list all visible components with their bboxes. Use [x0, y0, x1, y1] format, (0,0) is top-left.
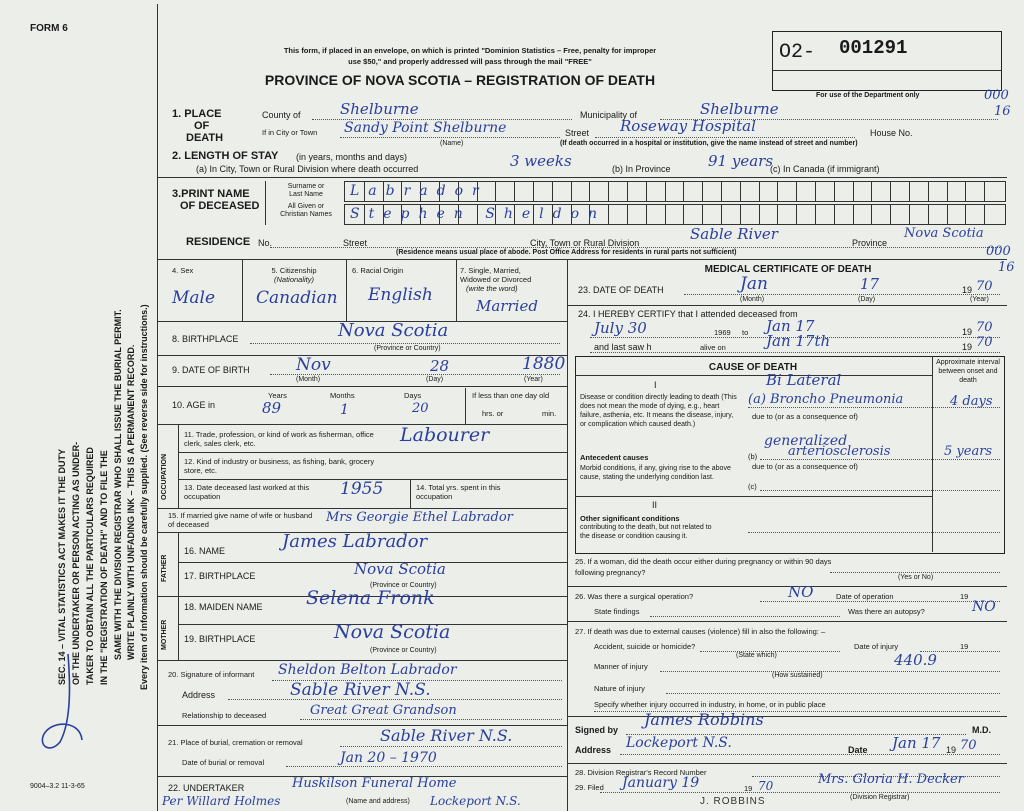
other-conditions-desc: contributing to the death, but not related to the disease or condition causing it. [580, 524, 712, 540]
name-grid-cell [834, 205, 835, 224]
stay-c-label: (c) In Canada (if immigrant) [770, 164, 880, 174]
name-grid-cell [608, 205, 609, 224]
side-line-5: SAME WITH THE DIVISION REGISTRAR WHO SHALL ISSUE THE BURIAL PERMIT. [113, 309, 123, 660]
margin-rule [157, 4, 158, 811]
manner-of-injury-label: Manner of injury [594, 662, 648, 671]
informant-address-label: Address [182, 690, 216, 700]
injury-date-label: Date of injury [854, 642, 899, 651]
autopsy-label: Was there an autopsy? [848, 607, 925, 616]
md-label: M.D. [972, 725, 991, 735]
name-grid-cell [928, 182, 929, 201]
county-label: County of [262, 110, 301, 120]
less-than-day-label: If less than one day old [472, 391, 550, 400]
interval-b: 5 years [944, 444, 993, 459]
cause-b-top: generalized [764, 433, 848, 449]
name-grid-cell [702, 182, 703, 201]
name-grid-cell [796, 205, 797, 224]
undertaker-caption: (Name and address) [346, 798, 410, 805]
name-grid-cell [495, 182, 496, 201]
name-grid-cell [984, 205, 985, 224]
citizenship-value: Canadian [256, 288, 338, 308]
q26-label: 26. Was there a surgical operation? [575, 592, 694, 601]
attended-from-year: 1969 [714, 328, 731, 337]
q18-value: Selena Fronk [306, 587, 435, 609]
name-grid-cell [683, 182, 684, 201]
interval-label: Approximate interval between onset and death [936, 359, 1000, 384]
place-of-death-label: 1. PLACE OF DEATH [172, 108, 224, 144]
form-label: FORM 6 [30, 23, 68, 34]
name-grid-cell [740, 205, 741, 224]
hrs-label: hrs. or [482, 409, 504, 418]
age-years: 89 [262, 399, 282, 417]
stay-b-label: (b) In Province [612, 164, 671, 174]
alive-on-value: Jan 17th [766, 332, 831, 350]
q22-value: Huskilson Funeral Home [292, 776, 457, 791]
name-grid-cell [683, 205, 684, 224]
age-label: 10. AGE in [172, 400, 216, 410]
alive-label: alive on [700, 343, 726, 352]
racial-origin-value: English [368, 285, 433, 305]
cause-b-value: arteriosclerosis [788, 444, 891, 459]
accident-label: Accident, suicide or homicide? [594, 642, 696, 651]
marital-status-label: 7. Single, Married, Widowed or Divorced (write the word) [460, 266, 532, 293]
margin-signature-mark [30, 650, 110, 760]
house-no-label: House No. [870, 128, 913, 138]
medical-code-2: 16 [998, 260, 1015, 275]
given-name-label: All Given or Christian Names [280, 203, 332, 218]
antecedent-label: Antecedent causes [580, 453, 649, 462]
q19-caption: (Province or Country) [370, 647, 437, 654]
q14-label: 14. Total yrs. spent in this occupation [416, 483, 501, 501]
q11-value: Labourer [400, 424, 490, 446]
side-line-3: TAKER TO OBTAIN ALL THE PARTICULARS REQUIRED [85, 447, 95, 685]
dept-code-2: 16 [994, 104, 1011, 119]
name-grid-cell [702, 205, 703, 224]
name-grid-cell [646, 182, 647, 201]
q17-value: Nova Scotia [354, 560, 446, 578]
cert-year-prefix: 19 [946, 745, 957, 755]
name-grid-cell [871, 182, 872, 201]
q18-label: 18. MAIDEN NAME [184, 602, 263, 612]
q15-value: Mrs Georgie Ethel Labrador [326, 510, 513, 525]
name-grid-cell [514, 182, 515, 201]
name-grid-cell [909, 182, 910, 201]
surname-value: Labrador [350, 183, 488, 199]
alive-year: 70 [976, 335, 993, 350]
name-grid-cell [627, 182, 628, 201]
q13-label: 13. Date deceased last worked at this occupation [184, 483, 310, 501]
stay-b-value: 91 years [708, 152, 774, 170]
alive-year-prefix: 19 [962, 342, 973, 352]
q29-label: 29. Filed [575, 783, 604, 792]
age-years-label: Years [268, 391, 287, 400]
operation-date-label: Date of operation [836, 592, 894, 601]
residence-city-value: Sable River [690, 225, 778, 243]
stay-a-label: (a) In City, Town or Rural Division where death occurred [196, 164, 419, 174]
q15-label: 15. If married give name of wife or husband of deceased [168, 511, 313, 529]
name-grid-cell [777, 205, 778, 224]
name-grid-cell [947, 205, 948, 224]
name-grid-cell [589, 182, 590, 201]
form-code: 9004–3.2 11-3-65 [30, 783, 85, 790]
q13-value: 1955 [340, 479, 384, 499]
print-name-label: 3.PRINT NAME OF DECEASED [172, 188, 260, 212]
county-value: Shelburne [340, 100, 419, 118]
how-sustained-caption: (How sustained) [772, 672, 823, 679]
name-grid-cell [533, 182, 534, 201]
dob-day: 28 [430, 357, 450, 375]
relationship-value: Great Great Grandson [310, 703, 457, 718]
age-months: 1 [340, 402, 349, 418]
marital-status-value: Married [476, 297, 538, 315]
filed-year: 70 [758, 779, 774, 793]
length-of-stay-label: 2. LENGTH OF STAY [172, 150, 279, 162]
attended-to-year: 70 [976, 320, 993, 335]
name-grid-cell [721, 205, 722, 224]
stay-a-value: 3 weeks [510, 152, 572, 170]
name-grid-cell [928, 205, 929, 224]
name-grid-cell [871, 205, 872, 224]
residence-no-label: No. [258, 238, 273, 248]
manner-code: 440.9 [894, 651, 937, 669]
burial-date-label: Date of burial or removal [182, 758, 265, 767]
residence-label: RESIDENCE [186, 236, 251, 248]
mother-side-label: MOTHER [161, 619, 168, 650]
death-year-prefix: 19 [962, 285, 973, 295]
medical-certificate-title: MEDICAL CERTIFICATE OF DEATH [704, 264, 872, 275]
dept-code: 000 [984, 88, 1009, 103]
yes-no-caption: (Yes or No) [898, 574, 934, 581]
name-grid-cell [665, 182, 666, 201]
racial-origin-label: 6. Racial Origin [352, 266, 404, 275]
surname-label: Surname or Last Name [287, 183, 325, 198]
side-line-1: SEC. 14 – VITAL STATISTICS ACT MAKES IT THE DUTY [57, 448, 67, 685]
q17-label: 17. BIRTHPLACE [184, 571, 256, 581]
q27-label: 27. If death was due to external causes (violence) fill in also the following: – [575, 627, 826, 636]
death-month-caption: (Month) [740, 296, 765, 303]
signed-by-label: Signed by [575, 725, 619, 735]
injury-year-prefix: 19 [960, 642, 969, 651]
name-grid-cell [552, 182, 553, 201]
medical-code: 000 [986, 244, 1011, 259]
side-line-7: Every item of information should be carefully supplied. (See reverse side for instructions.) [139, 304, 149, 690]
registrar-caption: (Division Registrar) [850, 794, 910, 801]
birthplace-value: Nova Scotia [338, 320, 449, 341]
name-grid-cell [759, 205, 760, 224]
name-grid-cell [627, 205, 628, 224]
q21-value: Sable River N.S. [380, 726, 513, 745]
name-grid-cell [759, 182, 760, 201]
signed-by-value: James Robbins [644, 710, 764, 729]
due-to-label-2: due to (or as a consequence of) [752, 462, 858, 471]
q21-label: 21. Place of burial, cremation or removal [168, 738, 303, 747]
street-value: Roseway Hospital [620, 117, 756, 135]
dob-month-caption: (Month) [296, 376, 321, 383]
residence-province-label: Province [852, 238, 888, 248]
filed-date: January 19 [622, 775, 700, 791]
q26-value: NO [788, 583, 814, 601]
burial-date-value: Jan 20 – 1970 [340, 750, 437, 766]
registrar-signature: Mrs. Gloria H. Decker [818, 772, 964, 787]
autopsy-value: NO [972, 599, 996, 615]
name-grid-cell [815, 205, 816, 224]
attended-to-year-prefix: 19 [962, 327, 973, 337]
department-use-label: For use of the Department only [816, 92, 920, 99]
cert-address-label: Address [575, 745, 612, 755]
given-name-value: Stephen Sheldon [350, 206, 607, 222]
father-side-label: FATHER [161, 554, 168, 582]
death-day: 17 [860, 275, 880, 293]
name-grid-cell [608, 182, 609, 201]
side-line-4: IN THE "REGISTRATION OF DEATH" AND TO FILE THE [99, 450, 109, 685]
undertaker-place: Lockeport N.S. [430, 794, 521, 808]
form-title: PROVINCE OF NOVA SCOTIA – REGISTRATION OF DEATH [264, 72, 656, 88]
dob-label: 9. DATE OF BIRTH [172, 365, 250, 375]
antecedent-desc: Morbid conditions, if any, giving rise to the above cause, stating the underlying condition last. [580, 465, 731, 481]
municipality-label: Municipality of [580, 110, 638, 120]
cert-year: 70 [960, 738, 977, 753]
min-label: min. [542, 409, 557, 418]
mail-notice-2: use $50," and properly addressed will pass through the mail "FREE" [348, 57, 592, 66]
industry-label: Specify whether injury occurred in industry, in home, or in public place [594, 700, 826, 709]
filed-year-prefix: 19 [744, 784, 753, 793]
age-months-label: Months [330, 391, 355, 400]
name-grid-cell [909, 205, 910, 224]
length-of-stay-sub: (in years, months and days) [296, 152, 408, 162]
interval-a: 4 days [950, 394, 993, 409]
cause-a-value: (a) Broncho Pneumonia [748, 392, 904, 407]
informant-address-value: Sable River N.S. [290, 680, 431, 700]
q17-caption: (Province or Country) [370, 582, 437, 589]
q19-value: Nova Scotia [334, 621, 451, 643]
sex-value: Male [172, 288, 216, 308]
dob-year-caption: (Year) [524, 376, 543, 383]
q16-label: 16. NAME [184, 546, 226, 556]
attended-from: July 30 [594, 319, 647, 337]
q28-label: 28. Division Registrar's Record Number [575, 768, 707, 777]
cause-b-letter: (b) [748, 452, 758, 461]
operation-year-prefix: 19 [960, 592, 969, 601]
name-grid-cell [796, 182, 797, 201]
citizenship-label: 5. Citizenship (Nationality) [271, 266, 317, 284]
q12-label: 12. Kind of industry or business, as fishing, bank, grocery store, etc. [184, 457, 375, 475]
name-grid-cell [965, 182, 966, 201]
immediate-cause-label: Disease or condition directly leading to death (This does not mean the mode of dying, e.g., heart failure, asthenia, etc. It means the disease, injury, or complication which caused death.) [580, 394, 737, 428]
q19-label: 19. BIRTHPLACE [184, 634, 256, 644]
section-ii-label: II [652, 500, 658, 510]
q16-value: James Labrador [282, 531, 428, 552]
name-grid-cell [665, 205, 666, 224]
name-grid-cell [571, 182, 572, 201]
cause-title: CAUSE OF DEATH [708, 362, 798, 373]
mail-notice-1: This form, if placed in an envelope, on which is printed "Dominion Statistics – Free, penalty for improper [283, 46, 657, 55]
name-grid-cell [965, 205, 966, 224]
name-grid-cell [947, 182, 948, 201]
hospital-note: (If death occurred in a hospital or institution, give the name instead of street and number) [560, 140, 858, 147]
age-days: 20 [412, 401, 429, 416]
q24-label: 24. I HEREBY CERTIFY that I attended deceased from [578, 309, 798, 319]
city-name-caption: (Name) [440, 140, 464, 147]
q23-label: 23. DATE OF DEATH [578, 285, 664, 295]
relationship-label: Relationship to deceased [182, 711, 267, 720]
nature-of-injury-label: Nature of injury [594, 684, 645, 693]
cert-address-value: Lockeport N.S. [626, 735, 732, 751]
q25-label: 25. If a woman, did the death occur either during pregnancy or within 90 days following pregnancy? [575, 557, 832, 577]
attended-to-label: to [742, 328, 749, 337]
municipality-value: Shelburne [700, 100, 779, 118]
death-month: Jan [740, 274, 768, 294]
name-grid-cell [984, 182, 985, 201]
occupation-side-label: OCCUPATION [161, 453, 168, 500]
name-grid-cell [890, 182, 891, 201]
sex-label: 4. Sex [172, 266, 194, 275]
death-day-caption: (Day) [858, 296, 876, 303]
side-line-6: WRITE PLAINLY WITH UNFADING INK – THIS IS A PERMANENT RECORD. [126, 344, 136, 660]
street-label: Street [565, 128, 590, 138]
q11-label: 11. Trade, profession, or kind of work as fisherman, office clerk, sales clerk, etc. [184, 430, 374, 448]
birthplace-label: 8. BIRTHPLACE [172, 334, 239, 344]
residence-note: (Residence means usual place of abode. Post Office Address for residents in rural parts not sufficient) [396, 249, 737, 256]
q20-value: Sheldon Belton Labrador [278, 662, 457, 678]
death-year: 70 [976, 279, 993, 294]
cert-date-value: Jan 17 [892, 734, 941, 752]
name-grid-cell [740, 182, 741, 201]
side-line-2: OF THE UNDERTAKER OR PERSON ACTING AS UNDER- [71, 441, 81, 685]
reg-number: 001291 [839, 37, 908, 59]
robbins-stamp: J. ROBBINS [700, 796, 766, 807]
section-i-label: I [654, 380, 657, 390]
reg-prefix: O2- [779, 41, 816, 64]
name-grid-cell [853, 205, 854, 224]
cert-date-label: Date [848, 745, 868, 755]
state-findings-label: State findings [594, 607, 640, 616]
dob-month: Nov [296, 355, 331, 375]
other-conditions-label: Other significant conditions [580, 514, 680, 523]
last-saw-label: and last saw h [594, 342, 652, 352]
cause-a-top: Bi Lateral [766, 371, 842, 389]
birthplace-caption: (Province or Country) [374, 345, 441, 352]
residence-street-label: Street [343, 238, 368, 248]
residence-province-value: Nova Scotia [904, 226, 984, 241]
name-grid-cell [777, 182, 778, 201]
dob-year: 1880 [522, 354, 566, 374]
due-to-label-1: due to (or as a consequence of) [752, 412, 858, 421]
city-value: Sandy Point Shelburne [344, 120, 507, 136]
death-year-caption: (Year) [970, 296, 989, 303]
city-label: If in City or Town [262, 128, 318, 137]
residence-city-label: City, Town or Rural Division [530, 238, 640, 248]
attended-to: Jan 17 [766, 317, 815, 335]
name-grid-cell [815, 182, 816, 201]
age-days-label: Days [404, 391, 422, 400]
dob-day-caption: (Day) [426, 376, 444, 383]
name-grid-cell [646, 205, 647, 224]
registration-number-box [772, 31, 1002, 91]
name-grid-cell [853, 182, 854, 201]
name-grid-cell [834, 182, 835, 201]
q20-label: 20. Signature of informant [168, 670, 255, 679]
cause-c-letter: (c) [748, 482, 757, 491]
name-grid-cell [721, 182, 722, 201]
state-which-caption: (State which) [736, 652, 777, 659]
q22-label: 22. UNDERTAKER [168, 783, 245, 793]
undertaker-per: Per Willard Holmes [162, 794, 281, 808]
name-grid-cell [890, 205, 891, 224]
